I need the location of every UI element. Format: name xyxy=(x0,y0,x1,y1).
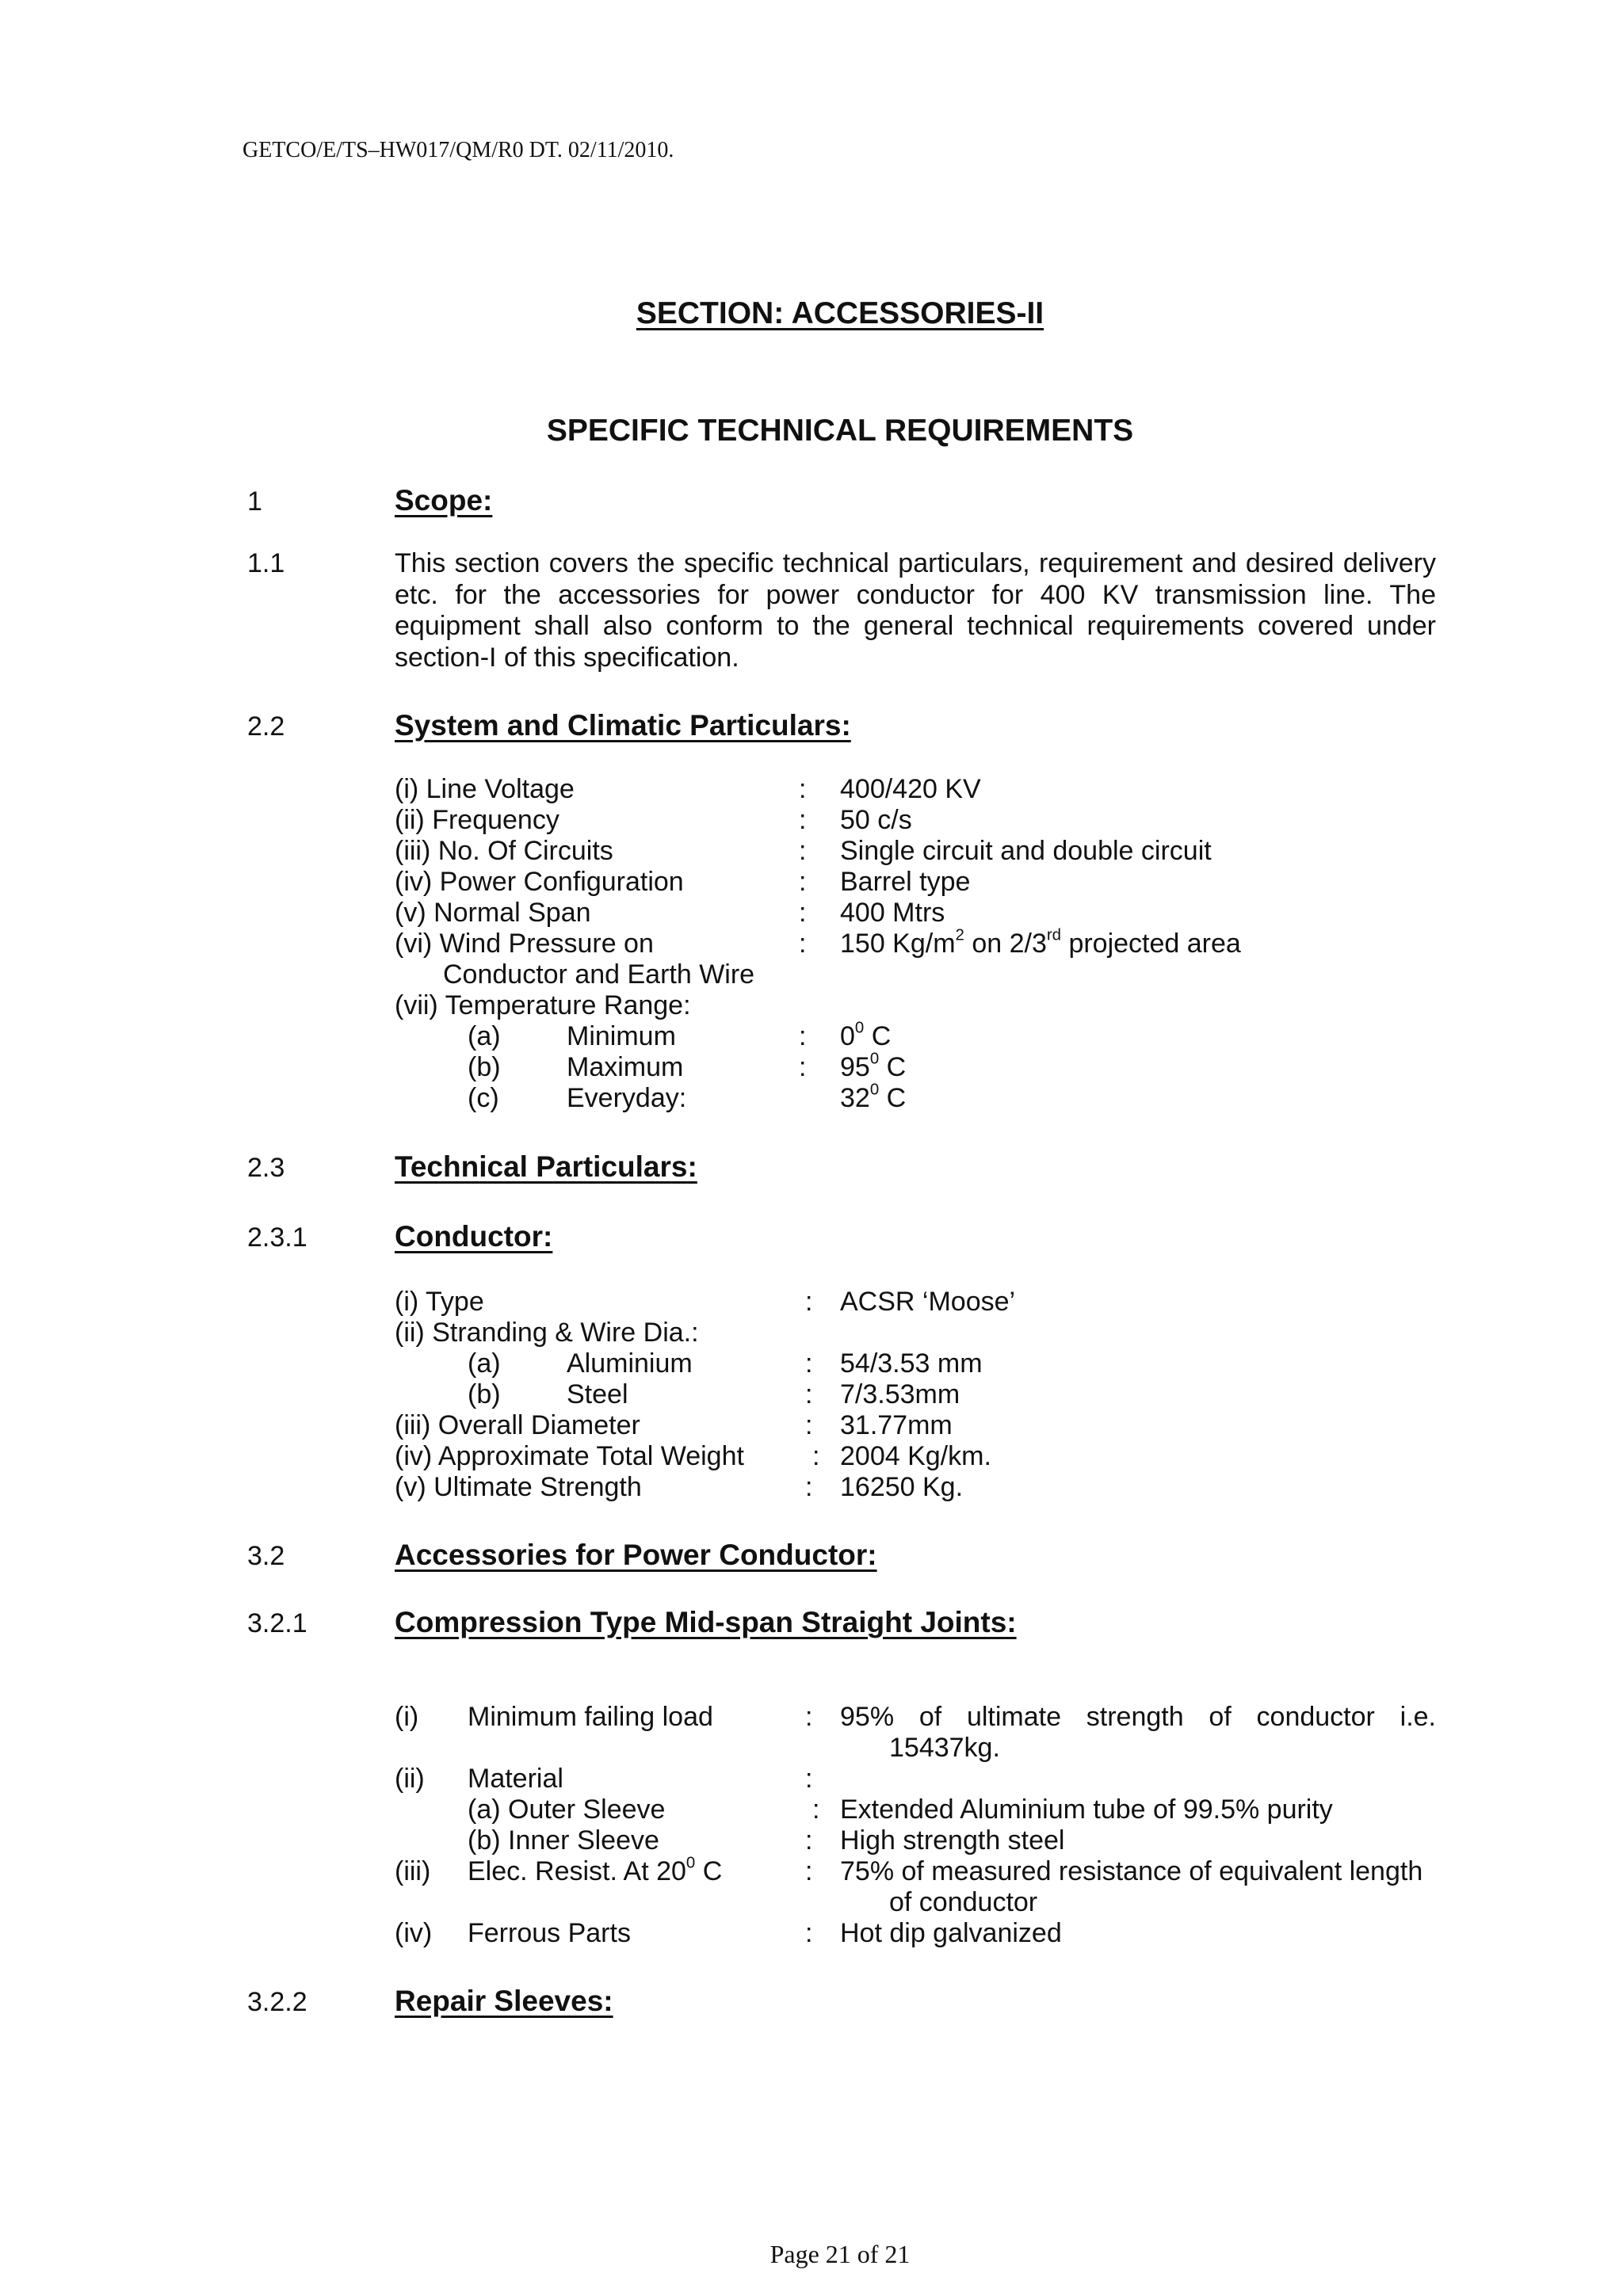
overall-diameter-label: (iii) Overall Diameter xyxy=(395,1410,640,1440)
colon: : xyxy=(812,1794,820,1825)
section-3-2-number: 3.2 xyxy=(247,1541,285,1571)
material-index: (ii) xyxy=(395,1764,425,1794)
material-label: Material xyxy=(468,1764,563,1794)
accessories-heading: Accessories for Power Conductor: xyxy=(395,1539,877,1571)
joints-heading: Compression Type Mid-span Straight Joints: xyxy=(395,1606,1017,1638)
section-3-2-2-number: 3.2.2 xyxy=(247,1987,307,2017)
colon: : xyxy=(799,836,807,866)
colon: : xyxy=(805,1918,813,1948)
overall-diameter-value: 31.77mm xyxy=(840,1410,953,1440)
temp-everyday-value: $32^0$ C xyxy=(840,1081,907,1113)
ferrous-parts-index: (iv) xyxy=(395,1918,433,1948)
circuits-value: Single circuit and double circuit xyxy=(840,836,1212,866)
document-header: GETCO/E/TS–HW017/QM/R0 DT. 02/11/2010. xyxy=(242,138,674,162)
temp-min-label: Minimum xyxy=(567,1021,676,1051)
temp-everyday-label: Everyday: xyxy=(567,1083,687,1113)
colon: : xyxy=(799,929,807,959)
frequency-label: (ii) Frequency xyxy=(395,805,559,835)
stranding-label: (ii) Stranding & Wire Dia.: xyxy=(395,1318,699,1348)
temp-min-index: (a) xyxy=(468,1021,501,1051)
colon: : xyxy=(799,1021,807,1051)
ultimate-strength-label: (v) Ultimate Strength xyxy=(395,1472,642,1502)
power-configuration-value: Barrel type xyxy=(840,867,971,897)
normal-span-label: (v) Normal Span xyxy=(395,898,591,928)
inner-sleeve-value: High strength steel xyxy=(840,1825,1065,1855)
scope-paragraph: This section covers the specific technical particulars, requirement and desired delivery etc. for the accessories for power conductor for 400 KV transmission line. The equipment shall also conform to the general technical requirements covered under section-I of this specification. xyxy=(395,548,1436,673)
page-number: Page 21 of 21 xyxy=(769,2240,911,2268)
elec-resist-label: Elec. Resist. At $20^0$ C xyxy=(468,1854,723,1886)
failing-load-value-continued: 15437kg. xyxy=(889,1733,1000,1763)
colon: : xyxy=(805,1472,813,1502)
conductor-type-value: ACSR ‘Moose’ xyxy=(840,1287,1016,1317)
colon: : xyxy=(799,898,807,928)
temp-max-index: (b) xyxy=(468,1052,501,1082)
colon: : xyxy=(799,774,807,804)
colon: : xyxy=(812,1441,820,1471)
failing-load-index: (i) xyxy=(395,1702,419,1732)
section-3-2-1-number: 3.2.1 xyxy=(247,1608,307,1638)
inner-sleeve-label: (b) Inner Sleeve xyxy=(468,1825,659,1855)
normal-span-value: 400 Mtrs xyxy=(840,898,945,928)
power-configuration-label: (iv) Power Configuration xyxy=(395,867,684,897)
section-2-2-number: 2.2 xyxy=(247,711,285,742)
colon: : xyxy=(805,1410,813,1440)
temp-everyday-index: (c) xyxy=(468,1083,499,1113)
total-weight-label: (iv) Approximate Total Weight xyxy=(395,1441,744,1471)
colon: : xyxy=(805,1379,813,1409)
ultimate-strength-value: 16250 Kg. xyxy=(840,1472,964,1502)
section-2-3-number: 2.3 xyxy=(247,1153,285,1183)
elec-resist-value: 75% of measured resistance of equivalent length xyxy=(840,1856,1423,1886)
failing-load-value: 95% of ultimate strength of conductor i.e. xyxy=(840,1702,1436,1732)
colon: : xyxy=(805,1856,813,1886)
clause-1-1-number: 1.1 xyxy=(247,548,285,578)
aluminium-value: 54/3.53 mm xyxy=(840,1348,983,1379)
scope-number: 1 xyxy=(247,486,262,517)
conductor-type-label: (i) Type xyxy=(395,1287,484,1317)
technical-particulars-heading: Technical Particulars: xyxy=(395,1150,697,1183)
colon: : xyxy=(805,1825,813,1855)
elec-resist-value-continued: of conductor xyxy=(889,1887,1038,1917)
aluminium-label: Aluminium xyxy=(567,1348,693,1379)
aluminium-index: (a) xyxy=(468,1348,501,1379)
colon: : xyxy=(799,1052,807,1082)
ferrous-parts-value: Hot dip galvanized xyxy=(840,1918,1062,1948)
line-voltage-value: 400/420 KV xyxy=(840,774,981,804)
colon: : xyxy=(799,805,807,835)
steel-index: (b) xyxy=(468,1379,501,1409)
section-title: SECTION: ACCESSORIES-II xyxy=(636,296,1044,330)
colon: : xyxy=(799,867,807,897)
colon: : xyxy=(805,1287,813,1317)
steel-label: Steel xyxy=(567,1379,628,1409)
system-climatic-heading: System and Climatic Particulars: xyxy=(395,709,851,742)
total-weight-value: 2004 Kg/km. xyxy=(840,1441,991,1471)
colon: : xyxy=(805,1702,813,1732)
temp-max-label: Maximum xyxy=(567,1052,684,1082)
section-2-3-1-number: 2.3.1 xyxy=(247,1222,307,1253)
temp-min-value: $0^0$ C xyxy=(840,1019,892,1051)
wind-pressure-value: 150 $Kg/m^2$ on 2/3rd projected area xyxy=(840,926,1241,959)
wind-pressure-label: (vi) Wind Pressure on xyxy=(395,929,654,959)
ferrous-parts-label: Ferrous Parts xyxy=(468,1918,631,1948)
temperature-range-label: (vii) Temperature Range: xyxy=(395,990,691,1020)
outer-sleeve-label: (a) Outer Sleeve xyxy=(468,1794,666,1825)
colon: : xyxy=(805,1764,813,1794)
temp-max-value: $95^0$ C xyxy=(840,1050,907,1082)
conductor-heading: Conductor: xyxy=(395,1220,553,1253)
outer-sleeve-value: Extended Aluminium tube of 99.5% purity xyxy=(840,1794,1333,1825)
circuits-label: (iii) No. Of Circuits xyxy=(395,836,613,866)
wind-pressure-label-continued: Conductor and Earth Wire xyxy=(443,959,755,990)
frequency-value: 50 c/s xyxy=(840,805,912,835)
failing-load-label: Minimum failing load xyxy=(468,1702,713,1732)
elec-resist-index: (iii) xyxy=(395,1856,431,1886)
scope-heading: Scope: xyxy=(395,484,493,517)
repair-sleeves-heading: Repair Sleeves: xyxy=(395,1985,613,2017)
line-voltage-label: (i) Line Voltage xyxy=(395,774,575,804)
subtitle: SPECIFIC TECHNICAL REQUIREMENTS xyxy=(546,414,1134,448)
colon: : xyxy=(805,1348,813,1379)
steel-value: 7/3.53mm xyxy=(840,1379,960,1409)
